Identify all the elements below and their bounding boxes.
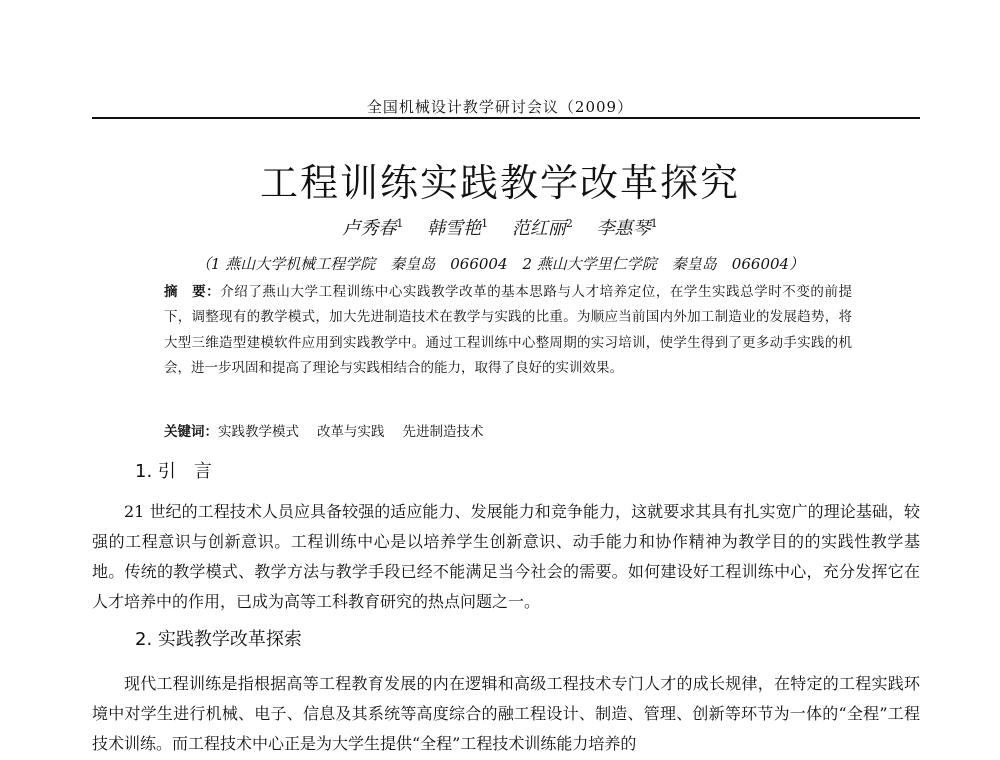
affiliation: （1 燕山大学机械工程学院 秦皇岛 066004 2 燕山大学里仁学院 秦皇岛 066004） <box>195 255 805 273</box>
section-paragraph-introduction: 21 世纪的工程技术人员应具备较强的适应能力、发展能力和竞争能力，这就要求其具有扎实宽广的理论基础，较强的工程意识与创新意识。工程训练中心是以培养学生创新意识、动手能力和协作精神为教学目的的实践性教学基地。传统的教学模式、教学方法与教学手段已经不能满足当今社会的需要。如何建设好工程训练中心，充分发挥它在人才培养中的作用，已成为高等工科教育研究的热点问题之一。 <box>92 502 920 611</box>
author-affiliation-mark: 1 <box>650 217 658 230</box>
keyword: 实践教学模式 <box>218 424 299 440</box>
author-affiliation-mark: 1 <box>481 217 489 230</box>
author-name: 李惠琴 <box>596 218 651 239</box>
abstract <box>164 280 852 382</box>
header-rule <box>92 117 920 119</box>
abstract-label: 摘 要： <box>164 284 221 300</box>
author-affiliation-mark: 1 <box>396 217 404 230</box>
conference-header: 全国机械设计教学研讨会议（2009） <box>366 98 634 116</box>
section-heading-introduction: 1. 引 言 <box>135 461 212 482</box>
section-paragraph-reform: 现代工程训练是指根据高等工程教育发展的内在逻辑和高级工程技术专门人才的成长规律，在特定的工程实践环境中对学生进行机械、电子、信息及其系统等高度综合的融工程设计、制造、管理、创新等环节为一体的“全程”工程技术训练。而工程技术中心正是为大学生提供“全程”工程技术训练能力培养的 <box>92 674 920 753</box>
section-heading-reform: 2. 实践教学改革探索 <box>135 629 302 650</box>
paper-title: 工程训练实践教学改革探究 <box>259 161 740 205</box>
author-list <box>0 214 1000 240</box>
author <box>512 218 573 239</box>
author-name: 范红丽 <box>511 218 566 239</box>
author <box>427 218 488 239</box>
author-name: 韩雪艳 <box>427 218 482 239</box>
author-affiliation-mark: 2 <box>565 217 573 230</box>
keyword: 先进制造技术 <box>402 424 484 440</box>
author <box>342 218 403 239</box>
author <box>597 218 658 239</box>
keyword: 改革与实践 <box>317 424 385 440</box>
keywords <box>164 420 852 440</box>
abstract-text: 介绍了燕山大学工程训练中心实践教学改革的基本思路与人才培养定位，在学生实践总学时不变的前提下，调整现有的教学模式，加大先进制造技术在教学与实践的比重。为顺应当前国内外加工制造业的发展趋势，将大型三维造型建模软件应用到实践教学中。通过工程训练中心整周期的实习培训，使学生得到了更多动手实践的机会，进一步巩固和提高了理论与实践相结合的能力，取得了良好的实训效果。 <box>164 284 853 377</box>
author-name: 卢秀春 <box>342 218 397 239</box>
keywords-label: 关键词： <box>164 424 218 440</box>
